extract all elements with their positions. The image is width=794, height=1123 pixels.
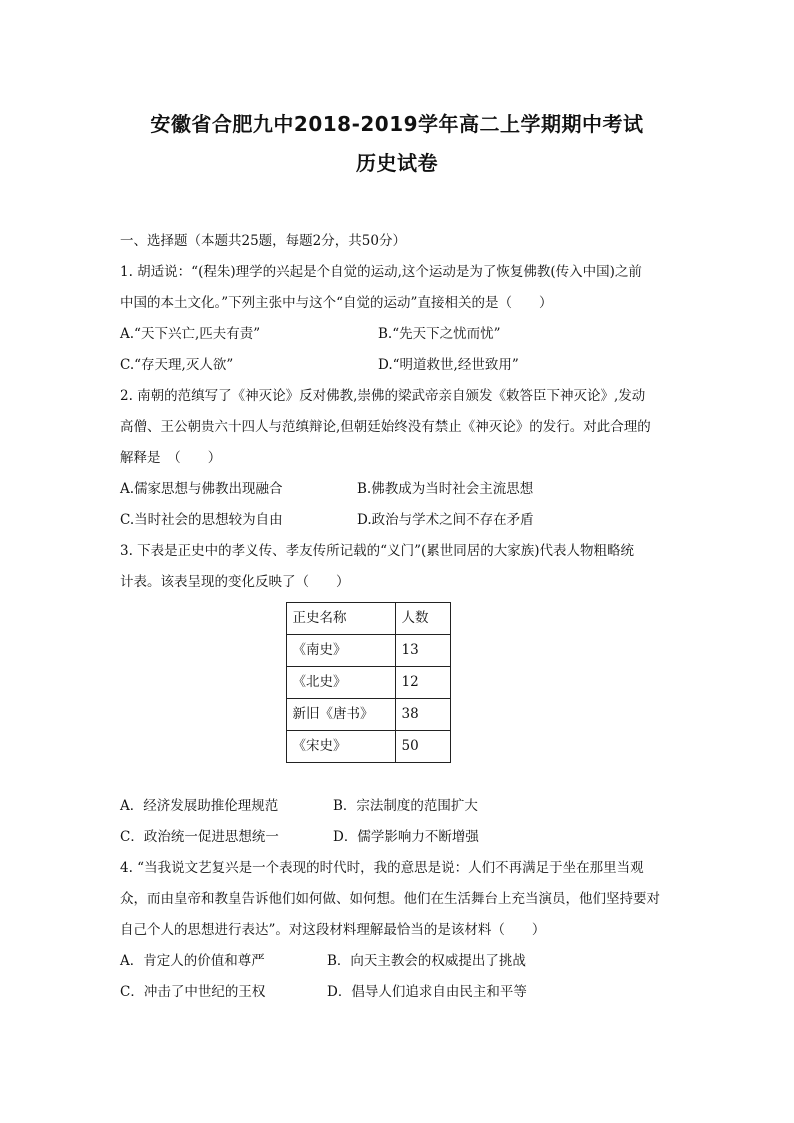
table-cell: 《北史》 bbox=[286, 667, 395, 699]
option-b: B.“先天下之忧而忧” bbox=[378, 326, 501, 342]
question-text: 众，而由皇帝和教皇告诉他们如何做、如何想。他们在生活舞台上充当演员，他们坚持要对 bbox=[120, 891, 660, 907]
table-cell: 12 bbox=[395, 667, 450, 699]
question-text: 解释是 （ ） bbox=[120, 450, 222, 466]
option-a: A.“天下兴亡,匹夫有责” bbox=[120, 326, 261, 342]
question-text: 自己个人的思想进行表达”。对这段材料理解最恰当的是该材料（ ） bbox=[120, 922, 546, 938]
option-d: D.“明道救世,经世致用” bbox=[378, 357, 519, 373]
spacer bbox=[120, 771, 676, 791]
options-row bbox=[120, 822, 676, 853]
options-row bbox=[120, 319, 676, 350]
options-row bbox=[120, 791, 676, 822]
question-3 bbox=[120, 536, 676, 853]
table-cell: 《南史》 bbox=[286, 635, 395, 667]
exam-subtitle: 历史试卷 bbox=[356, 151, 438, 175]
option-b: B.佛教成为当时社会主流思想 bbox=[357, 481, 534, 497]
options-row bbox=[120, 474, 676, 505]
exam-content bbox=[120, 226, 676, 1008]
option-d: D．倡导人们追求自由民主和平等 bbox=[327, 984, 527, 1000]
option-c: C.当时社会的思想较为自由 bbox=[120, 512, 283, 528]
option-a: A.儒家思想与佛教出现融合 bbox=[120, 481, 283, 497]
table-row bbox=[286, 699, 450, 731]
table-row bbox=[286, 667, 450, 699]
option-a: A．肯定人的价值和尊严 bbox=[120, 953, 265, 969]
option-a: A．经济发展助推伦理规范 bbox=[120, 798, 279, 814]
question-text: 2. 南朝的范缜写了《神灭论》反对佛教,崇佛的梁武帝亲自颁发《敕答臣下神灭论》,发动 bbox=[120, 388, 646, 404]
statistics-table bbox=[286, 602, 451, 763]
question-2 bbox=[120, 381, 676, 536]
question-text: 4. “当我说文艺复兴是一个表现的时代时，我的意思是说：人们不再满足于坐在那里当观 bbox=[120, 860, 644, 876]
question-text: 3. 下表是正史中的孝义传、孝友传所记载的“义门”(累世同居的大家族)代表人物粗略统 bbox=[120, 543, 635, 559]
option-c: C．冲击了中世纪的王权 bbox=[120, 984, 266, 1000]
options-row bbox=[120, 350, 676, 381]
table-cell: 《宋史》 bbox=[286, 731, 395, 763]
question-text: 高僧、王公朝贵六十四人与范缜辩论,但朝廷始终没有禁止《神灭论》的发行。对此合理的 bbox=[120, 419, 651, 435]
table-row bbox=[286, 635, 450, 667]
table-cell: 50 bbox=[395, 731, 450, 763]
option-b: B．向天主教会的权威提出了挑战 bbox=[327, 953, 526, 969]
table-header-row bbox=[286, 603, 450, 635]
table-row bbox=[286, 731, 450, 763]
table-header-cell: 人数 bbox=[395, 603, 450, 635]
options-row bbox=[120, 977, 676, 1008]
options-row bbox=[120, 505, 676, 536]
option-d: D．儒学影响力不断增强 bbox=[333, 829, 479, 845]
question-4 bbox=[120, 853, 676, 1008]
table-container bbox=[120, 602, 676, 763]
table-header-cell: 正史名称 bbox=[286, 603, 395, 635]
question-1 bbox=[120, 257, 676, 381]
option-d: D.政治与学术之间不存在矛盾 bbox=[357, 512, 534, 528]
question-text: 1. 胡适说：“(程朱)理学的兴起是个自觉的运动,这个运动是为了恢复佛教(传入中国)之前 bbox=[120, 264, 642, 280]
section-heading: 一、选择题（本题共25题，每题2分，共50分） bbox=[120, 233, 406, 249]
question-text: 计表。该表呈现的变化反映了（ ） bbox=[120, 574, 350, 590]
exam-title: 安徽省合肥九中2018-2019学年高二上学期期中考试 bbox=[150, 112, 644, 136]
table-cell: 38 bbox=[395, 699, 450, 731]
table-cell: 13 bbox=[395, 635, 450, 667]
option-b: B．宗法制度的范围扩大 bbox=[333, 798, 478, 814]
option-c: C.“存天理,灭人欲” bbox=[120, 357, 234, 373]
table-cell: 新旧《唐书》 bbox=[286, 699, 395, 731]
option-c: C．政治统一促进思想统一 bbox=[120, 829, 279, 845]
options-row bbox=[120, 946, 676, 977]
question-text: 中国的本土文化。”下列主张中与这个“自觉的运动”直接相关的是（ ） bbox=[120, 295, 553, 311]
